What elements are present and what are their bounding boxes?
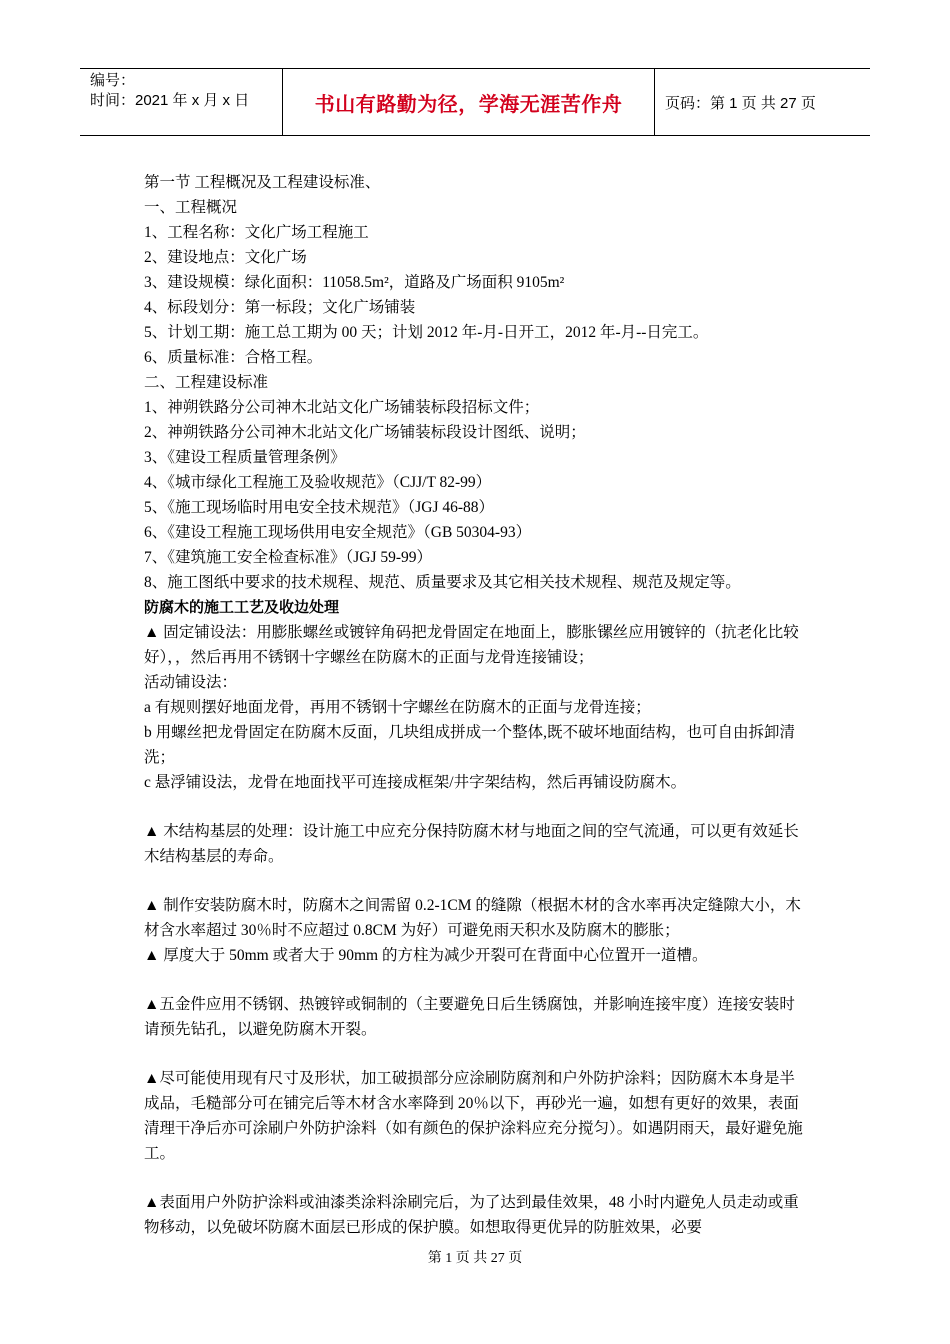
header-motto: 书山有路勤为径，学海无涯苦作舟 — [314, 91, 623, 116]
standards-item: 3、《建设工程质量管理条例》 — [144, 449, 346, 466]
wood-paragraph: 活动铺设法： — [144, 674, 238, 691]
standards-heading: 二、工程建设标准 — [144, 374, 269, 391]
wood-paragraph: a 有规则摆好地面龙骨，再用不锈钢十字螺丝在防腐木的正面与龙骨连接； — [144, 699, 651, 716]
standards-item: 8、施工图纸中要求的技术规程、规范、质量要求及其它相关技术规程、规范及规定等。 — [144, 574, 741, 591]
paragraph-gap — [144, 795, 810, 819]
standards-item: 5、《施工现场临时用电安全技术规范》（JGJ 46-88） — [144, 499, 495, 516]
standards-item: 2、神朔铁路分公司神木北站文化广场铺装标段设计图纸、说明； — [144, 424, 586, 441]
overview-item: 2、建设地点：文化广场 — [144, 249, 307, 266]
page-footer: 第 1 页 共 27 页 — [427, 1251, 523, 1266]
paragraph-gap — [144, 968, 810, 992]
document-header — [80, 68, 870, 136]
paragraph-gap — [144, 1042, 810, 1066]
overview-item: 1、工程名称：文化广场工程施工 — [144, 224, 369, 241]
document-body — [144, 170, 810, 1240]
standards-item: 7、《建筑施工安全检查标准》（JGJ 59-99） — [144, 549, 433, 566]
wood-paragraph: ▲五金件应用不锈钢、热镀锌或铜制的（主要避免日后生锈腐蚀，并影响连接牢度）连接安装时请预先钻孔，以避免防腐木开裂。 — [144, 996, 795, 1038]
overview-item: 6、质量标准：合格工程。 — [144, 349, 323, 366]
paragraph-gap — [144, 1166, 810, 1190]
document-date: 时间：2021 年 x 月 x 日 — [90, 92, 250, 109]
overview-item: 4、标段划分：第一标段；文化广场铺装 — [144, 299, 416, 316]
standards-item: 6、《建设工程施工现场供用电安全规范》（GB 50304-93） — [144, 524, 532, 541]
overview-heading: 一、工程概况 — [144, 199, 238, 216]
wood-paragraph: ▲ 厚度大于 50mm 或者大于 90mm 的方柱为减少开裂可在背面中心位置开一道槽。 — [144, 947, 708, 964]
overview-item: 3、建设规模：绿化面积：11058.5m²，道路及广场面积 9105m² — [144, 274, 565, 291]
wood-section-title: 防腐木的施工工艺及收边处理 — [144, 598, 340, 616]
wood-paragraph: ▲尽可能使用现有尺寸及形状，加工破损部分应涂刷防腐剂和户外防护涂料；因防腐木本身是半成品，毛糙部分可在铺完后等木材含水率降到 20％以下，再砂光一遍，如想有更好的效果，表面清理干净后亦可涂刷户外防护涂料（如有颜色的保护涂料应充分搅匀）。如遇阴雨天，最好避免施工。 — [144, 1070, 803, 1162]
overview-item: 5、计划工期：施工总工期为 00 天；计划 2012 年-月-日开工，2012 年-月--日完工。 — [144, 324, 709, 341]
wood-paragraph: ▲ 固定铺设法：用膨胀螺丝或镀锌角码把龙骨固定在地面上，膨胀镙丝应用镀锌的（抗老化比较好），，然后再用不锈钢十字螺丝在防腐木的正面与龙骨连接铺设； — [144, 624, 799, 666]
standards-item: 1、神朔铁路分公司神木北站文化广场铺装标段招标文件； — [144, 399, 540, 416]
paragraph-gap — [144, 869, 810, 893]
wood-paragraph: ▲ 木结构基层的处理：设计施工中应充分保持防腐木材与地面之间的空气流通，可以更有效延长木结构基层的寿命。 — [144, 823, 799, 865]
wood-paragraph: b 用螺丝把龙骨固定在防腐木反面，几块组成拼成一个整体,既不破坏地面结构，也可自由拆卸清洗； — [144, 724, 796, 766]
standards-item: 4、《城市绿化工程施工及验收规范》（CJJ/T 82-99） — [144, 474, 492, 491]
header-page-info: 页码：第 1 页 共 27 页 — [665, 94, 816, 112]
wood-paragraph: ▲ 制作安装防腐木时，防腐木之间需留 0.2-1CM 的缝隙（根据木材的含水率再决定缝隙大小，木材含水率超过 30％时不应超过 0.8CM 为好）可避免雨天积水及防腐木的膨胀； — [144, 897, 801, 939]
wood-paragraph: ▲表面用户外防护涂料或油漆类涂料涂刷完后，为了达到最佳效果，48 小时内避免人员走动或重物移动，以免破坏防腐木面层已形成的保护膜。如想取得更优异的防脏效果，必要 — [144, 1194, 799, 1236]
document-number-label: 编号： — [90, 72, 136, 89]
header-meta — [80, 69, 283, 135]
header-motto-cell — [283, 69, 655, 135]
section-title: 第一节 工程概况及工程建设标准、 — [144, 174, 381, 191]
wood-paragraph: c 悬浮铺设法，龙骨在地面找平可连接成框架/井字架结构，然后再铺设防腐木。 — [144, 774, 687, 791]
